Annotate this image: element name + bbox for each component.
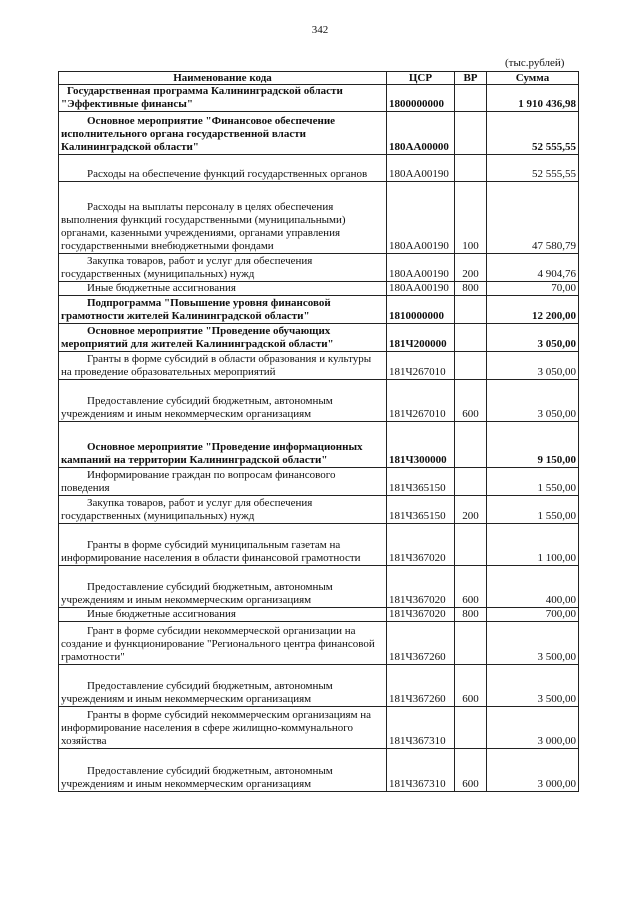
row-csr-cell: 181Ч300000	[387, 422, 455, 468]
row-name-cell: Предоставление субсидий бюджетным, автономным учреждениям и иным некоммерческим организациям	[59, 665, 387, 707]
row-sum-cell: 1 550,00	[487, 468, 579, 496]
row-sum-cell: 4 904,76	[487, 254, 579, 282]
row-csr-cell: 180АА00000	[387, 112, 455, 155]
row-sum-cell: 1 910 436,98	[487, 85, 579, 112]
row-vr-cell	[455, 324, 487, 352]
page-number: 342	[311, 24, 329, 36]
row-vr-cell: 800	[455, 282, 487, 296]
row-sum-cell: 52 555,55	[487, 155, 579, 182]
row-sum-cell: 1 550,00	[487, 496, 579, 524]
table-header	[59, 72, 579, 85]
row-csr-cell: 181Ч367020	[387, 524, 455, 566]
row-vr-cell: 100	[455, 182, 487, 254]
table-row	[59, 524, 579, 566]
row-vr-cell	[455, 296, 487, 324]
row-vr-cell	[455, 622, 487, 665]
row-vr-cell: 600	[455, 665, 487, 707]
row-vr-cell	[455, 707, 487, 749]
row-sum-cell: 3 050,00	[487, 324, 579, 352]
header-name: Наименование кода	[59, 72, 387, 85]
row-sum-cell: 47 580,79	[487, 182, 579, 254]
row-sum-cell: 70,00	[487, 282, 579, 296]
row-sum-cell: 3 500,00	[487, 665, 579, 707]
row-csr-cell: 181Ч367020	[387, 566, 455, 608]
row-name-cell: Предоставление субсидий бюджетным, автономным учреждениям и иным некоммерческим организациям	[59, 380, 387, 422]
table-row	[59, 422, 579, 468]
table-row	[59, 496, 579, 524]
row-sum-cell: 3 050,00	[487, 352, 579, 380]
row-csr-cell: 180АА00190	[387, 155, 455, 182]
row-vr-cell	[455, 524, 487, 566]
row-name-cell: Основное мероприятие "Финансовое обеспечение исполнительного органа государственной власти Калининградской области"	[59, 112, 387, 155]
row-name-cell: Предоставление субсидий бюджетным, автономным учреждениям и иным некоммерческим организациям	[59, 749, 387, 792]
row-name-cell: Иные бюджетные ассигнования	[59, 282, 387, 296]
row-name-cell: Гранты в форме субсидий некоммерческим организациям на информирование населения в сфере жилищно-коммунального хозяйства	[59, 707, 387, 749]
row-csr-cell: 1810000000	[387, 296, 455, 324]
row-csr-cell: 181Ч200000	[387, 324, 455, 352]
table-row	[59, 468, 579, 496]
table-row	[59, 380, 579, 422]
row-vr-cell	[455, 352, 487, 380]
row-csr-cell: 181Ч365150	[387, 496, 455, 524]
row-csr-cell: 181Ч367260	[387, 622, 455, 665]
row-csr-cell: 180АА00190	[387, 282, 455, 296]
table-row	[59, 665, 579, 707]
table-row	[59, 566, 579, 608]
row-csr-cell: 180АА00190	[387, 254, 455, 282]
row-csr-cell: 1800000000	[387, 85, 455, 112]
row-sum-cell: 3 000,00	[487, 749, 579, 792]
row-sum-cell: 3 050,00	[487, 380, 579, 422]
row-sum-cell: 9 150,00	[487, 422, 579, 468]
table-row	[59, 352, 579, 380]
row-name-cell: Государственная программа Калининградской области "Эффективные финансы"	[59, 85, 387, 112]
row-vr-cell	[455, 422, 487, 468]
table-row	[59, 608, 579, 622]
row-vr-cell	[455, 155, 487, 182]
table-row	[59, 282, 579, 296]
row-name-cell: Закупка товаров, работ и услуг для обеспечения государственных (муниципальных) нужд	[59, 496, 387, 524]
table-row	[59, 155, 579, 182]
row-vr-cell: 200	[455, 254, 487, 282]
row-name-cell: Гранты в форме субсидий в области образования и культуры на проведение образовательных мероприятий	[59, 352, 387, 380]
table-row	[59, 707, 579, 749]
table-row	[59, 85, 579, 112]
row-csr-cell: 181Ч367260	[387, 665, 455, 707]
header-csr: ЦСР	[387, 72, 455, 85]
row-csr-cell: 181Ч365150	[387, 468, 455, 496]
table-row	[59, 254, 579, 282]
row-name-cell: Подпрограмма "Повышение уровня финансовой грамотности жителей Калининградской области"	[59, 296, 387, 324]
row-csr-cell: 181Ч267010	[387, 380, 455, 422]
row-csr-cell: 180АА00190	[387, 182, 455, 254]
row-csr-cell: 181Ч367310	[387, 749, 455, 792]
row-vr-cell: 600	[455, 380, 487, 422]
header-vr: ВР	[455, 72, 487, 85]
table-row	[59, 296, 579, 324]
row-name-cell: Расходы на обеспечение функций государственных органов	[59, 155, 387, 182]
row-sum-cell: 3 500,00	[487, 622, 579, 665]
table-body	[59, 85, 579, 792]
row-name-cell: Предоставление субсидий бюджетным, автономным учреждениям и иным некоммерческим организациям	[59, 566, 387, 608]
row-vr-cell: 800	[455, 608, 487, 622]
row-vr-cell	[455, 85, 487, 112]
row-vr-cell: 200	[455, 496, 487, 524]
header-sum: Сумма	[487, 72, 579, 85]
row-vr-cell: 600	[455, 566, 487, 608]
row-csr-cell: 181Ч267010	[387, 352, 455, 380]
table-row	[59, 324, 579, 352]
table-row	[59, 182, 579, 254]
table-row	[59, 749, 579, 792]
row-name-cell: Закупка товаров, работ и услуг для обеспечения государственных (муниципальных) нужд	[59, 254, 387, 282]
row-sum-cell: 3 000,00	[487, 707, 579, 749]
row-sum-cell: 400,00	[487, 566, 579, 608]
row-vr-cell: 600	[455, 749, 487, 792]
budget-table	[58, 71, 579, 792]
table-row	[59, 622, 579, 665]
row-name-cell: Информирование граждан по вопросам финансового поведения	[59, 468, 387, 496]
row-name-cell: Гранты в форме субсидий муниципальным газетам на информирование населения в области финансовой грамотности	[59, 524, 387, 566]
row-name-cell: Основное мероприятие "Проведение информационных кампаний на территории Калининградской области"	[59, 422, 387, 468]
units-label: (тыс.рублей)	[505, 57, 565, 69]
row-sum-cell: 700,00	[487, 608, 579, 622]
row-vr-cell	[455, 468, 487, 496]
row-name-cell: Грант в форме субсидии некоммерческой организации на создание и функционирование "Регионального центра финансовой грамотности"	[59, 622, 387, 665]
row-vr-cell	[455, 112, 487, 155]
row-sum-cell: 52 555,55	[487, 112, 579, 155]
row-name-cell: Иные бюджетные ассигнования	[59, 608, 387, 622]
table-row	[59, 112, 579, 155]
row-name-cell: Расходы на выплаты персоналу в целях обеспечения выполнения функций государственными (муниципальными) органами, казенными учреждениями, органами управления государственными внебюджетными фондами	[59, 182, 387, 254]
row-name-cell: Основное мероприятие "Проведение обучающих мероприятий для жителей Калининградской области"	[59, 324, 387, 352]
row-sum-cell: 1 100,00	[487, 524, 579, 566]
row-csr-cell: 181Ч367310	[387, 707, 455, 749]
row-csr-cell: 181Ч367020	[387, 608, 455, 622]
row-sum-cell: 12 200,00	[487, 296, 579, 324]
